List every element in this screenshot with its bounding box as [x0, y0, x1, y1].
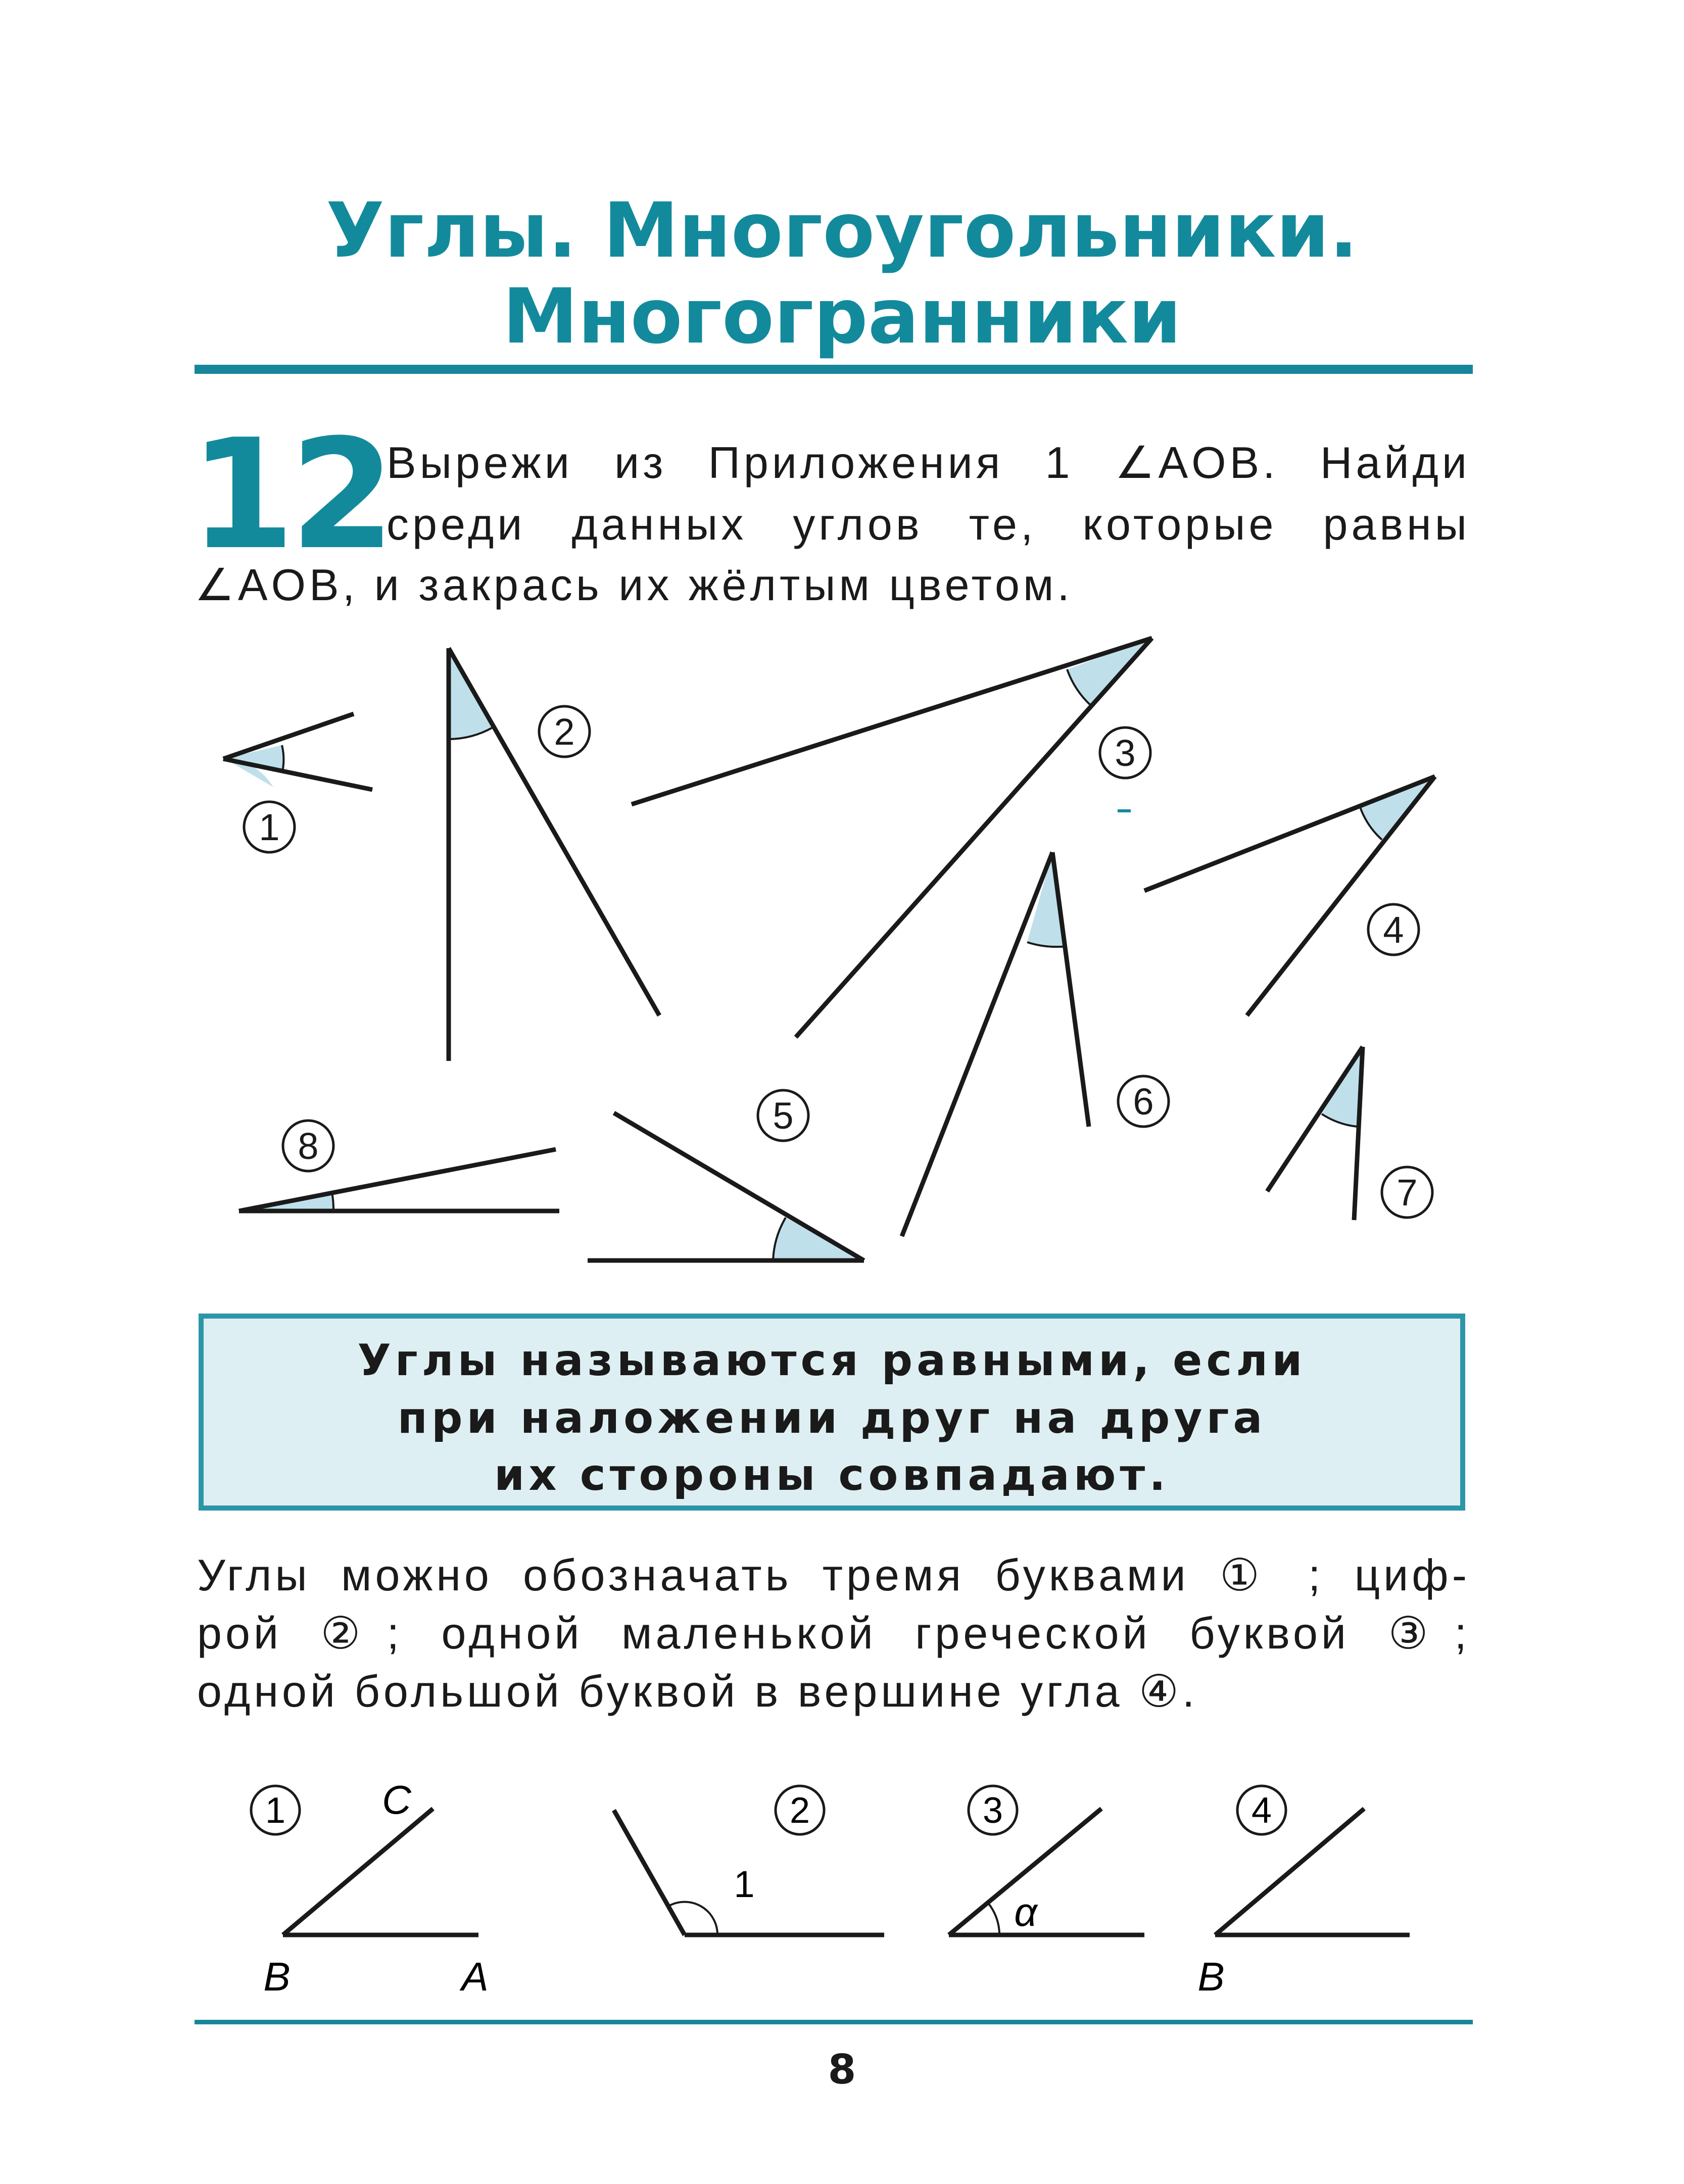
task-text-line3: ∠AOB, и закрась их жёлтым цветом. — [195, 560, 1073, 610]
example-1-label: 1 — [265, 1790, 286, 1831]
example-1-letter-b: B — [263, 1954, 291, 1999]
page-title-line1: Углы. Многоугольники. — [326, 187, 1358, 275]
example-2-number: 1 — [734, 1863, 755, 1905]
definition-line1: Углы называются равными, если — [357, 1335, 1307, 1386]
notation-line1: Углы можно обозначать тремя буквами ① ; циф- — [197, 1550, 1470, 1600]
notation-line3: одной большой буквой в вершине угла ④. — [197, 1666, 1198, 1716]
example-1-letter-a: A — [461, 1954, 489, 1999]
definition-line2: при наложении друг на друга — [397, 1393, 1267, 1443]
notation-line2: рой ②; одной маленькой греческой буквой ③; — [197, 1608, 1470, 1658]
angle-label-1: 1 — [259, 806, 280, 848]
example-4 — [1197, 1786, 1410, 1999]
angle-label-5: 5 — [773, 1095, 794, 1137]
angle-label-6: 6 — [1133, 1081, 1154, 1123]
example-1 — [251, 1777, 489, 1999]
footer-divider — [195, 2020, 1473, 2024]
example-3-greek: α — [1014, 1889, 1037, 1934]
page-number: 8 — [828, 2046, 856, 2093]
angle-label-8: 8 — [298, 1125, 319, 1167]
angle-label-4: 4 — [1383, 909, 1404, 951]
example-2-label: 2 — [789, 1790, 810, 1831]
angle-label-2: 2 — [554, 711, 575, 753]
example-4-label: 4 — [1251, 1790, 1272, 1831]
task-text-line2: среди данных углов те, которые равны — [387, 499, 1470, 549]
angle-label-7: 7 — [1397, 1172, 1418, 1214]
task-number: 12 — [189, 407, 391, 583]
example-4-letter-b: B — [1197, 1954, 1225, 1999]
example-2 — [614, 1786, 884, 1935]
task-text-line1: Вырежи из Приложения 1 ∠AOB. Найди — [387, 438, 1470, 488]
angle-label-3: 3 — [1115, 732, 1136, 774]
example-3-label: 3 — [982, 1790, 1003, 1831]
definition-line3: их стороны совпадают. — [494, 1450, 1170, 1500]
example-3 — [949, 1786, 1144, 1935]
example-1-letter-c: C — [382, 1777, 411, 1822]
page-title-line2: Многогранники — [502, 273, 1182, 361]
